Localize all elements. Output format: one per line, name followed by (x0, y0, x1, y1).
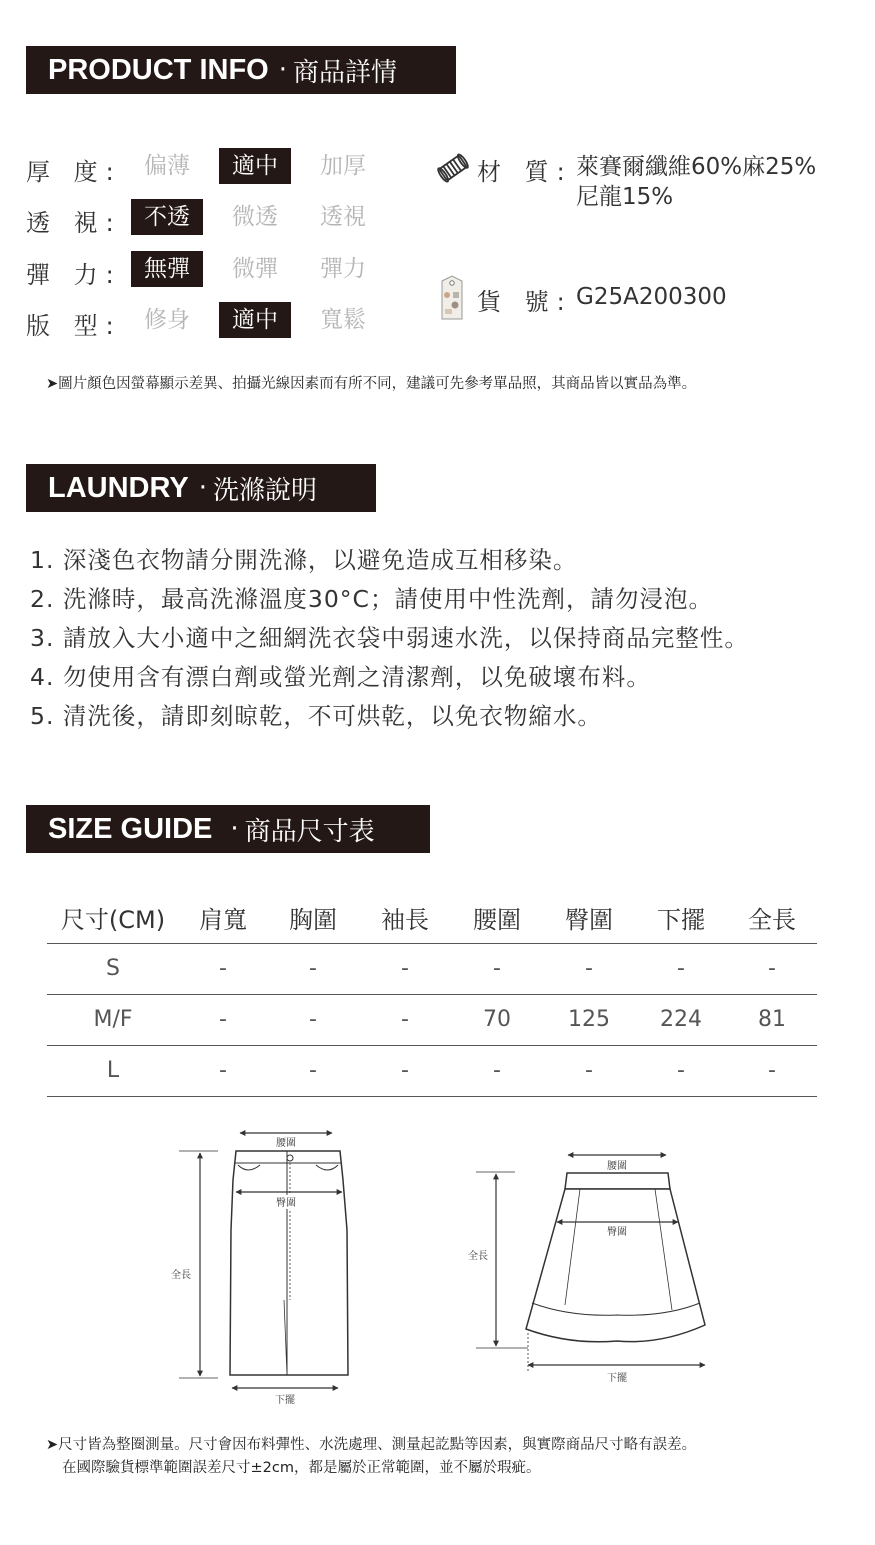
table-cell: - (451, 943, 543, 994)
pencil-skirt-diagram (160, 1120, 360, 1415)
attr-row-elasticity (26, 251, 406, 287)
attr-row-thickness (26, 148, 406, 184)
table-cell: - (635, 1045, 727, 1096)
table-header-cell: 肩寬 (179, 893, 267, 943)
length-label: 全長 (171, 1270, 191, 1281)
table-row (47, 994, 817, 1045)
header-zh: 商品尺寸表 (244, 816, 375, 847)
table-cell: - (179, 1045, 267, 1096)
attr-label: 透 視: (26, 209, 122, 237)
table-cell: - (543, 943, 635, 994)
header-zh: 洗滌說明 (212, 475, 317, 506)
flared-skirt-diagram (460, 1145, 720, 1390)
attr-option-selected: 無彈 (131, 251, 203, 287)
attr-option: 微彈 (232, 256, 278, 282)
price-tag-icon (438, 275, 466, 321)
header-sep: · (230, 814, 239, 844)
table-cell: - (359, 1045, 451, 1096)
thread-spool-icon (435, 150, 471, 186)
table-cell: - (359, 943, 451, 994)
header-en: PRODUCT INFO (48, 53, 269, 86)
table-cell: S (47, 943, 179, 994)
table-cell: - (267, 994, 359, 1045)
size-measurement-note: ➤尺寸皆為整圈測量。尺寸會因布料彈性、水洗處理、測量起訖點等因素，與實際商品尺寸略有誤差。 (46, 1437, 697, 1453)
size-guide-header (26, 805, 430, 853)
hem-label: 下擺 (607, 1373, 627, 1384)
attr-option: 微透 (232, 204, 278, 230)
hem-label: 下擺 (275, 1395, 295, 1406)
list-item: 5. 清洗後，請即刻晾乾，不可烘乾，以免衣物縮水。 (30, 702, 602, 730)
attr-option: 寬鬆 (320, 307, 366, 333)
material-value: 萊賽爾纖維60%麻25% (576, 154, 817, 180)
table-header-cell: 下擺 (635, 893, 727, 943)
header-zh: 商品詳情 (292, 57, 397, 88)
table-header-cell: 胸圍 (267, 893, 359, 943)
attr-option-selected: 不透 (131, 199, 203, 235)
table-header-cell: 尺寸(CM) (47, 893, 179, 943)
material-value-line2: 尼龍15% (576, 184, 674, 210)
table-cell: 224 (635, 994, 727, 1045)
size-tolerance-note: 在國際驗貨標準範圍誤差尺寸±2cm，都是屬於正常範圍，並不屬於瑕疵。 (62, 1460, 541, 1476)
attr-option-selected: 適中 (219, 302, 291, 338)
attr-option: 偏薄 (144, 153, 190, 179)
list-item: 1. 深淺色衣物請分開洗滌，以避免造成互相移染。 (30, 546, 578, 574)
attr-option: 彈力 (320, 256, 366, 282)
item-no-label: 貨 號: (477, 288, 573, 316)
length-label: 全長 (468, 1251, 488, 1262)
size-table (47, 893, 817, 1097)
table-header-cell: 臀圍 (543, 893, 635, 943)
header-en: LAUNDRY (48, 471, 189, 504)
laundry-list (30, 541, 749, 736)
header-sep: · (198, 473, 207, 503)
attr-label: 厚 度: (26, 158, 122, 186)
table-header-row (47, 893, 817, 943)
table-cell: - (727, 943, 817, 994)
table-cell: 70 (451, 994, 543, 1045)
attr-row-fit (26, 302, 406, 338)
table-header-cell: 袖長 (359, 893, 451, 943)
table-header-cell: 腰圍 (451, 893, 543, 943)
table-cell: - (179, 994, 267, 1045)
header-en: SIZE GUIDE (48, 812, 213, 845)
attr-label: 彈 力: (26, 261, 122, 289)
table-cell: L (47, 1045, 179, 1096)
list-item: 4. 勿使用含有漂白劑或螢光劑之清潔劑，以免破壞布料。 (30, 663, 651, 691)
table-header-cell: 全長 (727, 893, 817, 943)
table-cell: - (267, 1045, 359, 1096)
attr-option: 加厚 (320, 153, 366, 179)
table-cell: 81 (727, 994, 817, 1045)
table-cell: - (543, 1045, 635, 1096)
product-info-header (26, 46, 456, 94)
table-cell: 125 (543, 994, 635, 1045)
table-row (47, 1045, 817, 1096)
attr-label: 版 型: (26, 312, 122, 340)
list-item: 3. 請放入大小適中之細網洗衣袋中弱速水洗，以保持商品完整性。 (30, 624, 749, 652)
attr-option: 透視 (320, 204, 366, 230)
table-row (47, 943, 817, 994)
attr-row-transparency (26, 199, 406, 235)
material-label: 材 質: (477, 158, 573, 186)
table-cell: - (635, 943, 727, 994)
header-sep: · (278, 55, 287, 85)
attr-option: 修身 (144, 307, 190, 333)
table-cell: - (451, 1045, 543, 1096)
item-no-value: G25A200300 (576, 284, 727, 310)
attr-option-selected: 適中 (219, 148, 291, 184)
table-cell: - (359, 994, 451, 1045)
waist-label: 腰圍 (276, 1138, 296, 1149)
table-cell: - (727, 1045, 817, 1096)
hip-label: 臀圍 (607, 1227, 627, 1238)
table-cell: - (267, 943, 359, 994)
color-disclaimer-note: ➤圖片顏色因螢幕顯示差異、拍攝光線因素而有所不同，建議可先參考單品照，其商品皆以實品為準。 (46, 376, 697, 392)
waist-label: 腰圍 (607, 1161, 627, 1172)
table-cell: - (179, 943, 267, 994)
hip-label: 臀圍 (276, 1198, 296, 1209)
table-cell: M/F (47, 994, 179, 1045)
laundry-header (26, 464, 376, 512)
list-item: 2. 洗滌時，最高洗滌溫度30°C；請使用中性洗劑，請勿浸泡。 (30, 585, 713, 613)
